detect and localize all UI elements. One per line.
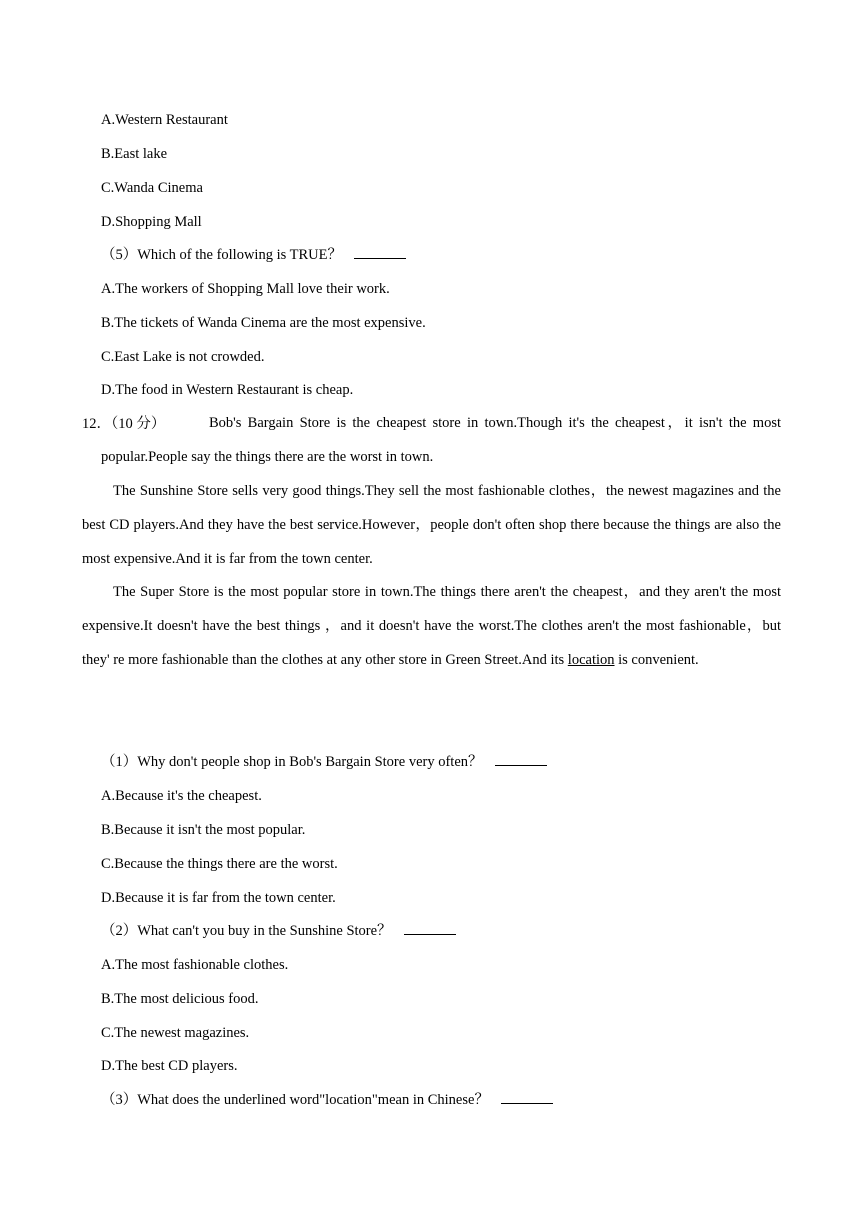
option-b: B.East lake — [101, 146, 168, 162]
question-12-3 — [101, 1091, 553, 1109]
question-5 — [101, 246, 406, 264]
answer-blank — [501, 1091, 553, 1104]
question-prompt: （3）What does the underlined word"location"mean in Chinese？ — [101, 1092, 489, 1108]
option-d: D.Shopping Mall — [101, 214, 202, 230]
option-a: A.Western Restaurant — [101, 112, 228, 128]
question-number: 12．（10 分） — [82, 416, 166, 432]
q12-2-option-d: D.The best CD players. — [101, 1058, 238, 1074]
q12-2-option-c: C.The newest magazines. — [101, 1025, 250, 1041]
q5-option-b: B.The tickets of Wanda Cinema are the most expensive. — [101, 315, 426, 331]
answer-blank — [354, 246, 406, 259]
option-c: C.Wanda Cinema — [101, 180, 203, 196]
q12-1-option-c: C.Because the things there are the worst. — [101, 856, 338, 872]
answer-blank — [495, 753, 547, 766]
q5-option-d: D.The food in Western Restaurant is cheap. — [101, 382, 354, 398]
answer-blank — [404, 922, 456, 935]
underlined-word: location — [567, 651, 615, 668]
q12-1-option-b: B.Because it isn't the most popular. — [101, 822, 306, 838]
q12-2-option-b: B.The most delicious food. — [101, 991, 259, 1007]
q5-option-c: C.East Lake is not crowded. — [101, 349, 265, 365]
question-5-prompt: （5）Which of the following is TRUE？ — [101, 247, 342, 263]
q5-option-a: A.The workers of Shopping Mall love their work. — [101, 281, 390, 297]
q12-1-option-a: A.Because it's the cheapest. — [101, 788, 262, 804]
q12-1-option-d: D.Because it is far from the town center. — [101, 890, 336, 906]
passage-paragraph-2: The Sunshine Store sells very good things.They sell the most fashionable clothes，the newest magazines and the best CD players.And they have the best service.However，people don't often shop there because the things are also the most expensive.And it is far from the town center. — [82, 483, 781, 567]
question-12-1 — [101, 753, 547, 771]
passage-text: The Super Store is the most popular store in town.The things there aren't the cheapest，and they aren't the most expensive.It doesn't have the best things ，and it doesn't have the worst.The clothes aren't the most fashionable，but they' re more fashionable than the clothes at any other store in Green Street.And its — [82, 584, 781, 668]
question-prompt: （1）Why don't people shop in Bob's Bargain Store very often？ — [101, 754, 483, 770]
passage-paragraph-3 — [82, 576, 781, 677]
passage-paragraph-1: Bob's Bargain Store is the cheapest store in town.Though it's the cheapest，it isn't the most popular.People say the things there are the worst in town. — [101, 415, 781, 465]
question-12-2 — [101, 922, 456, 940]
passage-text-end: is convenient. — [614, 651, 699, 668]
q12-2-option-a: A.The most fashionable clothes. — [101, 957, 289, 973]
question-prompt: （2）What can't you buy in the Sunshine Store？ — [101, 923, 392, 939]
